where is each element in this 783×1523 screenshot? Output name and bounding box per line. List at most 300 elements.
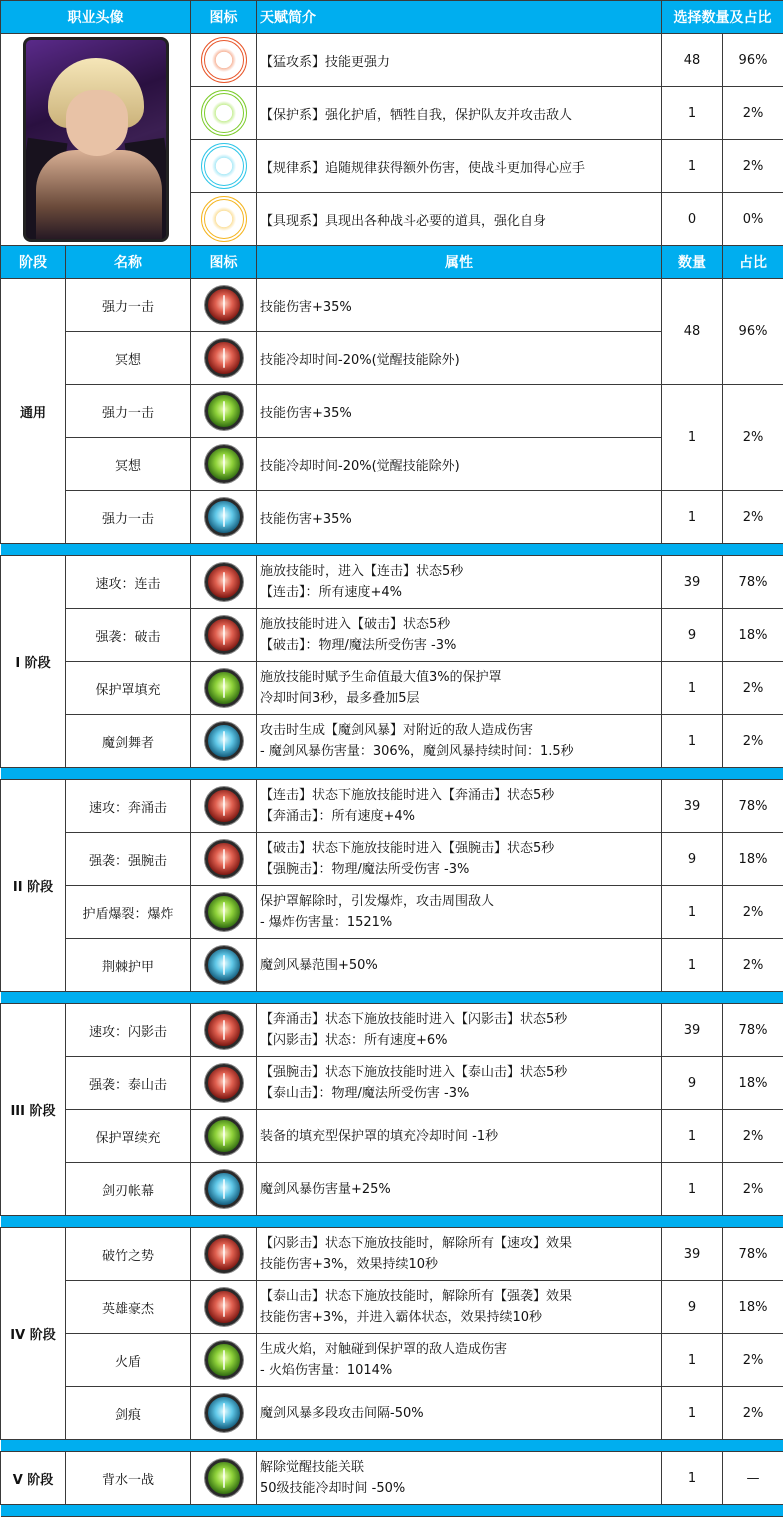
skill-attribute <box>257 1057 662 1110</box>
skill-name <box>66 833 191 886</box>
skill-icon-cell <box>191 385 257 438</box>
stage-label: 通用 <box>19 405 46 421</box>
stage-label <box>1 1228 66 1440</box>
skill-icon-cell <box>191 609 257 662</box>
skill-name <box>66 279 191 332</box>
percent-value: 18% <box>738 627 768 643</box>
group-percent <box>723 491 783 544</box>
count-value: 1 <box>687 904 697 920</box>
stage-row <box>1 556 783 609</box>
skill-icon <box>205 1459 243 1497</box>
count-value: 48 <box>683 52 701 68</box>
stage-label-general <box>1 279 66 544</box>
skill-icon-cell <box>191 939 257 992</box>
count-value: 1 <box>687 509 697 525</box>
count-value: 1 <box>687 733 697 749</box>
skill-icon <box>205 722 243 760</box>
skill-percent <box>723 715 783 768</box>
skill-name <box>66 662 191 715</box>
stage-row <box>1 1387 783 1440</box>
stage-row <box>1 833 783 886</box>
skill-count <box>662 833 723 886</box>
skill-attribute <box>257 385 662 438</box>
skill-percent <box>723 662 783 715</box>
talent-percent <box>723 87 783 140</box>
count-value: 1 <box>687 1352 697 1368</box>
skill-name-text: 冥想 <box>114 352 141 368</box>
count-value: 48 <box>683 324 701 339</box>
skill-count <box>662 662 723 715</box>
count-value: 1 <box>687 105 697 121</box>
skill-name-text: 破竹之势 <box>101 1248 154 1264</box>
talent-desc-text: 【猛攻系】技能更强力 <box>260 54 391 70</box>
section-divider <box>1 544 783 556</box>
skill-attribute <box>257 609 662 662</box>
skill-icon-cell <box>191 279 257 332</box>
percent-value: 96% <box>738 52 768 68</box>
fierce-attack-talent-icon <box>201 37 247 83</box>
skill-icon-cell <box>191 662 257 715</box>
skill-icon <box>205 1394 243 1432</box>
percent-value: 78% <box>738 574 768 590</box>
percent-value: 2% <box>742 904 764 920</box>
skill-count <box>662 1110 723 1163</box>
skill-icon <box>205 616 243 654</box>
skill-name <box>66 780 191 833</box>
stage-row <box>1 886 783 939</box>
skill-icon-cell <box>191 1004 257 1057</box>
attribute-line-1: 【强腕击】状态下施放技能时进入【泰山击】状态5秒 <box>260 1065 568 1080</box>
skill-percent <box>723 1110 783 1163</box>
skill-icon <box>205 563 243 601</box>
sub-header-icon <box>191 246 257 279</box>
talent-percent <box>723 193 783 246</box>
percent-value: 0% <box>742 211 764 227</box>
skill-attribute <box>257 780 662 833</box>
sub-header-row <box>1 246 783 279</box>
skill-name-text: 强力一击 <box>101 299 154 315</box>
stage-row <box>1 1057 783 1110</box>
attribute-line-1: 【泰山击】状态下施放技能时，解除所有【强袭】效果 <box>260 1289 573 1304</box>
skill-name-text: 保护罩填充 <box>95 682 161 698</box>
skill-count <box>662 1334 723 1387</box>
skill-attribute <box>257 886 662 939</box>
skill-count <box>662 1228 723 1281</box>
general-row <box>1 491 783 544</box>
skill-attribute <box>257 715 662 768</box>
skill-percent <box>723 609 783 662</box>
skill-icon-cell <box>191 491 257 544</box>
skill-name <box>66 438 191 491</box>
count-value: 9 <box>687 1299 697 1315</box>
attribute-line-1: 施放技能时赋予生命值最大值3%的保护罩 <box>260 670 502 685</box>
stage-label-text: I 阶段 <box>15 656 51 671</box>
rule-talent-icon <box>201 143 247 189</box>
attribute-line-1: 生成火焰，对触碰到保护罩的敌人造成伤害 <box>260 1342 508 1357</box>
group-count <box>662 491 723 544</box>
talent-count <box>662 34 723 87</box>
talent-description <box>257 140 662 193</box>
skill-name <box>66 1281 191 1334</box>
talent-desc-text: 【具现系】具现出各种战斗必要的道具，强化自身 <box>260 213 547 229</box>
attribute-line-1: 【闪影击】状态下施放技能时，解除所有【速攻】效果 <box>260 1236 573 1251</box>
percent-value: 2% <box>742 430 764 445</box>
attribute-line-2: - 爆炸伤害量：1521% <box>260 915 393 930</box>
general-row <box>1 279 783 332</box>
skill-icon-cell <box>191 1334 257 1387</box>
skill-name-text: 英雄豪杰 <box>101 1301 154 1317</box>
skill-icon <box>205 1235 243 1273</box>
skill-icon <box>205 498 243 536</box>
skill-icon <box>205 1170 243 1208</box>
count-value: 1 <box>687 957 697 973</box>
skill-count <box>662 609 723 662</box>
skill-icon-cell <box>191 1163 257 1216</box>
talent-icon-cell <box>191 87 257 140</box>
attribute-line-1: 魔剑风暴伤害量+25% <box>260 1181 391 1197</box>
stage-label <box>1 780 66 992</box>
attribute-line-2: 50级技能冷却时间 -50% <box>260 1481 406 1496</box>
percent-value: 2% <box>742 105 764 121</box>
stage-label-text: III 阶段 <box>10 1104 56 1119</box>
attribute-line-2: 冷却时间3秒，最多叠加5层 <box>260 691 420 706</box>
skill-attribute <box>257 1228 662 1281</box>
skill-name <box>66 1110 191 1163</box>
stage-row <box>1 780 783 833</box>
stage-row <box>1 939 783 992</box>
header-label: 职业头像 <box>67 10 124 26</box>
protection-talent-icon <box>201 90 247 136</box>
attribute-line-1: 施放技能时，进入【连击】状态5秒 <box>260 564 464 579</box>
skill-percent <box>723 1334 783 1387</box>
count-value: 9 <box>687 1075 697 1091</box>
skill-attribute <box>257 279 662 332</box>
stage-label-text: IV 阶段 <box>10 1328 56 1343</box>
stage-row <box>1 1228 783 1281</box>
header-label: 名称 <box>114 255 142 271</box>
skill-attribute <box>257 662 662 715</box>
skill-icon <box>205 893 243 931</box>
percent-value: 2% <box>742 509 764 525</box>
skill-name-text: 魔剑舞者 <box>101 735 154 751</box>
skill-icon <box>205 669 243 707</box>
class-portrait <box>23 37 169 242</box>
skill-name <box>66 609 191 662</box>
stage-label-text: V 阶段 <box>12 1472 54 1488</box>
sub-header-attr <box>257 246 662 279</box>
header-label: 图标 <box>209 10 238 26</box>
skill-name <box>66 886 191 939</box>
percent-value: 18% <box>738 851 768 867</box>
percent-value: 2% <box>742 680 764 696</box>
percent-value: 78% <box>738 798 768 814</box>
skill-count <box>662 1452 723 1505</box>
skill-name-text: 强袭：强腕击 <box>88 853 167 869</box>
group-percent <box>723 385 783 491</box>
attribute-line-1: 攻击时生成【魔剑风暴】对附近的敌人造成伤害 <box>260 723 534 738</box>
count-value: 1 <box>687 1405 697 1421</box>
skill-attribute <box>257 438 662 491</box>
skill-icon-cell <box>191 1452 257 1505</box>
talent-count <box>662 87 723 140</box>
count-value: 1 <box>687 1128 697 1144</box>
talent-percent <box>723 34 783 87</box>
skill-attribute <box>257 1281 662 1334</box>
percent-value: 2% <box>742 1405 764 1421</box>
skill-percent <box>723 1163 783 1216</box>
skill-icon <box>205 392 243 430</box>
skill-icon-cell <box>191 556 257 609</box>
skill-name-text: 强袭：破击 <box>95 629 161 645</box>
skill-attribute <box>257 1334 662 1387</box>
attribute-line-1: 【奔涌击】状态下施放技能时进入【闪影击】状态5秒 <box>260 1012 568 1027</box>
skill-name <box>66 939 191 992</box>
talent-percent <box>723 140 783 193</box>
skill-percent <box>723 556 783 609</box>
skill-percent <box>723 939 783 992</box>
attribute-line-1: 解除觉醒技能关联 <box>260 1460 365 1475</box>
skill-icon <box>205 787 243 825</box>
attribute-text: 技能冷却时间-20%(觉醒技能除外) <box>260 458 460 474</box>
skill-name <box>66 385 191 438</box>
count-value: 39 <box>683 1246 701 1262</box>
manifest-talent-icon <box>201 196 247 242</box>
skill-percent <box>723 1057 783 1110</box>
skill-attribute <box>257 1110 662 1163</box>
stage-label-text: II 阶段 <box>12 880 54 895</box>
skill-count <box>662 1057 723 1110</box>
attribute-line-2: 【泰山击】：物理/魔法所受伤害 -3% <box>260 1086 470 1101</box>
talent-count <box>662 193 723 246</box>
section-divider <box>1 992 783 1004</box>
stage-label <box>1 1452 66 1505</box>
attribute-line-1: 装备的填充型保护罩的填充冷却时间 -1秒 <box>260 1128 499 1144</box>
skill-percent <box>723 1452 783 1505</box>
top-header-row <box>1 1 783 34</box>
skill-icon <box>205 1064 243 1102</box>
count-value: 1 <box>687 1470 697 1486</box>
skill-name <box>66 1228 191 1281</box>
stage-row <box>1 1334 783 1387</box>
percent-value: 96% <box>738 324 768 339</box>
count-value: 39 <box>683 574 701 590</box>
attribute-line-1: 保护罩解除时，引发爆炸，攻击周围敌人 <box>260 894 495 909</box>
talent-icon-cell <box>191 193 257 246</box>
skill-name <box>66 1334 191 1387</box>
percent-value: 18% <box>738 1299 768 1315</box>
skill-name-text: 强袭：泰山击 <box>88 1077 167 1093</box>
stage-row <box>1 1281 783 1334</box>
count-value: 1 <box>687 680 697 696</box>
skill-icon-cell <box>191 1387 257 1440</box>
header-label: 数量 <box>678 255 706 271</box>
count-value: 9 <box>687 851 697 867</box>
attribute-line-2: 技能伤害+3%，效果持续10秒 <box>260 1257 439 1272</box>
skill-icon-cell <box>191 886 257 939</box>
skill-percent <box>723 1281 783 1334</box>
stage-row <box>1 662 783 715</box>
skill-count <box>662 556 723 609</box>
skill-icon <box>205 1011 243 1049</box>
skill-name-text: 剑刃帐幕 <box>101 1183 154 1199</box>
skill-name-text: 保护罩续充 <box>95 1130 161 1146</box>
attribute-text: 技能冷却时间-20%(觉醒技能除外) <box>260 352 460 368</box>
section-divider <box>1 1505 783 1517</box>
skill-name <box>66 556 191 609</box>
stage-label <box>1 556 66 768</box>
skill-icon-cell <box>191 833 257 886</box>
skill-count <box>662 780 723 833</box>
attribute-line-2: 技能伤害+3%，并进入霸体状态，效果持续10秒 <box>260 1310 543 1325</box>
attribute-line-2: 【连击】：所有速度+4% <box>260 585 403 600</box>
percent-value: 18% <box>738 1075 768 1091</box>
general-row <box>1 385 783 438</box>
talent-description <box>257 193 662 246</box>
class-portrait-cell <box>1 34 191 246</box>
skill-name-text: 护盾爆裂：爆炸 <box>82 906 174 922</box>
skill-name <box>66 491 191 544</box>
percent-value: 2% <box>742 158 764 174</box>
skill-percent <box>723 1387 783 1440</box>
skill-percent <box>723 833 783 886</box>
skill-name-text: 强力一击 <box>101 511 154 527</box>
skill-attribute <box>257 939 662 992</box>
skill-icon <box>205 840 243 878</box>
header-label: 阶段 <box>19 255 47 271</box>
talent-desc-text: 【规律系】追随规律获得额外伤害，使战斗更加得心应手 <box>260 160 586 176</box>
group-percent <box>723 279 783 385</box>
skill-icon <box>205 445 243 483</box>
skill-count <box>662 886 723 939</box>
count-value: 9 <box>687 627 697 643</box>
skill-attribute <box>257 833 662 886</box>
attribute-line-1: 魔剑风暴多段攻击间隔-50% <box>260 1405 424 1421</box>
count-value: 1 <box>687 430 697 445</box>
attribute-line-1: 施放技能时进入【破击】状态5秒 <box>260 617 451 632</box>
skill-icon <box>205 1117 243 1155</box>
header-label: 选择数量及占比 <box>673 10 772 26</box>
skill-attribute <box>257 556 662 609</box>
skill-icon-cell <box>191 1057 257 1110</box>
attribute-line-1: 魔剑风暴范围+50% <box>260 957 378 973</box>
sub-header-name <box>66 246 191 279</box>
skill-icon <box>205 1288 243 1326</box>
skill-icon <box>205 946 243 984</box>
skill-icon-cell <box>191 1281 257 1334</box>
skill-attribute <box>257 491 662 544</box>
skill-attribute <box>257 1004 662 1057</box>
percent-value: 78% <box>738 1022 768 1038</box>
attribute-line-1: 【破击】状态下施放技能时进入【强腕击】状态5秒 <box>260 841 555 856</box>
stage-label <box>1 1004 66 1216</box>
skill-icon-cell <box>191 1228 257 1281</box>
skill-name <box>66 1163 191 1216</box>
skill-name <box>66 332 191 385</box>
attribute-line-2: 【奔涌击】：所有速度+4% <box>260 809 416 824</box>
skill-name-text: 速攻：奔涌击 <box>88 800 167 816</box>
count-value: 39 <box>683 1022 701 1038</box>
section-divider <box>1 1216 783 1228</box>
skill-count <box>662 1281 723 1334</box>
section-divider <box>1 1440 783 1452</box>
sub-header-count <box>662 246 723 279</box>
skill-name-text: 强力一击 <box>101 405 154 421</box>
skill-attribute <box>257 332 662 385</box>
skill-name-text: 冥想 <box>114 458 141 474</box>
count-value: 39 <box>683 798 701 814</box>
talent-count <box>662 140 723 193</box>
attribute-line-2: - 魔剑风暴伤害量：306%，魔剑风暴持续时间：1.5秒 <box>260 744 574 759</box>
skill-count <box>662 1163 723 1216</box>
portrait-header <box>1 1 191 34</box>
group-count <box>662 279 723 385</box>
stage-row <box>1 1163 783 1216</box>
stage-row <box>1 1004 783 1057</box>
talent-description <box>257 87 662 140</box>
percent-value: 2% <box>742 1352 764 1368</box>
skill-icon-cell <box>191 332 257 385</box>
attribute-text: 技能伤害+35% <box>260 511 352 527</box>
header-label: 属性 <box>445 255 473 271</box>
skill-count <box>662 1387 723 1440</box>
skill-percent <box>723 1228 783 1281</box>
header-label: 占比 <box>739 255 767 271</box>
skill-name-text: 荆棘护甲 <box>101 959 154 975</box>
percent-value: 2% <box>742 733 764 749</box>
talent-icon-cell <box>191 140 257 193</box>
skill-name <box>66 1004 191 1057</box>
skill-name-text: 剑痕 <box>114 1407 141 1423</box>
skill-name <box>66 1452 191 1505</box>
percent-value: 2% <box>742 1128 764 1144</box>
group-count <box>662 385 723 491</box>
stage-row <box>1 715 783 768</box>
attribute-line-2: 【破击】：物理/魔法所受伤害 -3% <box>260 638 457 653</box>
header-label: 天赋简介 <box>260 10 316 26</box>
skill-count <box>662 1004 723 1057</box>
attribute-line-2: - 火焰伤害量：1014% <box>260 1363 393 1378</box>
skill-percent <box>723 780 783 833</box>
percent-value: 2% <box>742 957 764 973</box>
skill-count <box>662 715 723 768</box>
header-label: 图标 <box>209 255 238 271</box>
skill-icon-cell <box>191 1110 257 1163</box>
section-divider <box>1 768 783 780</box>
count-value: 1 <box>687 1181 697 1197</box>
skill-name <box>66 1057 191 1110</box>
icon-header <box>191 1 257 34</box>
skill-icon <box>205 1341 243 1379</box>
stage-row <box>1 1452 783 1505</box>
skill-name <box>66 1387 191 1440</box>
stage-row <box>1 609 783 662</box>
percent-value: — <box>746 1470 760 1486</box>
percent-value: 2% <box>742 1181 764 1197</box>
talent-row <box>1 34 783 87</box>
talent-description <box>257 34 662 87</box>
skill-attribute <box>257 1452 662 1505</box>
percent-value: 78% <box>738 1246 768 1262</box>
skill-name-text: 火盾 <box>114 1354 141 1370</box>
count-value: 0 <box>687 211 697 227</box>
skill-name <box>66 715 191 768</box>
skill-percent <box>723 886 783 939</box>
skill-attribute <box>257 1387 662 1440</box>
skill-icon <box>205 286 243 324</box>
attribute-text: 技能伤害+35% <box>260 405 352 421</box>
skill-percent <box>723 1004 783 1057</box>
skill-icon-cell <box>191 438 257 491</box>
